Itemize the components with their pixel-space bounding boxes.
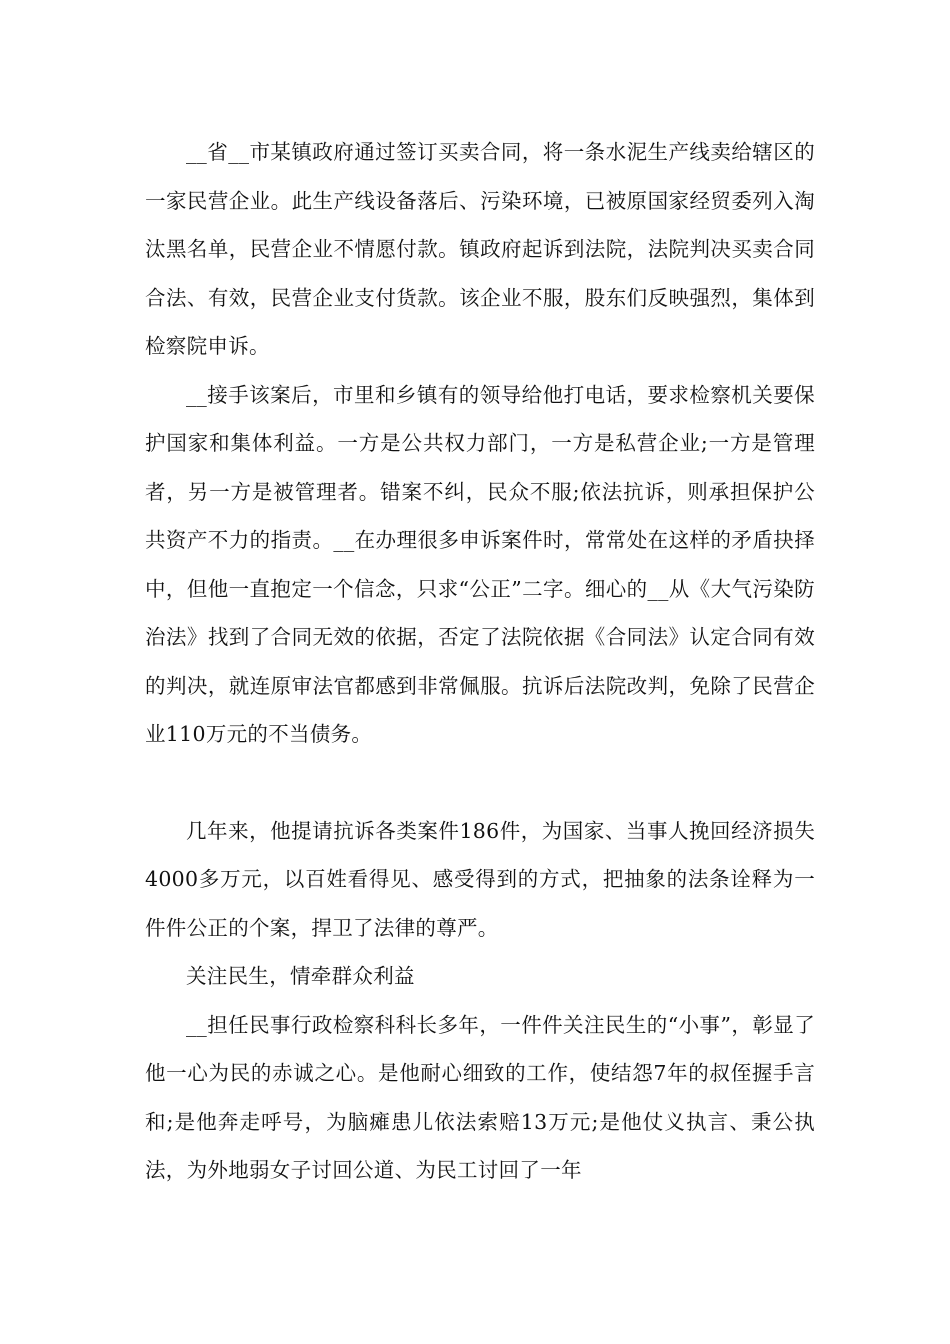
paragraph-appeal-decision: __接手该案后，市里和乡镇有的领导给他打电话，要求检察机关要保护国家和集体利益。一方是公共权力部门，一方是私营企业;一方是管理者，另一方是被管理者。错案不纠，民众不服;依法抗诉，则承担保护公共资产不力的指责。__在办理很多申诉案件时，常常处在这样的矛盾抉择中，但他一直抱定一个信念，只求“公正”二字。细心的__从《大气污染防治法》找到了合同无效的依据，否定了法院依据《合同法》认定合同有效的判决，就连原审法官都感到非常佩服。抗诉后法院改判，免除了民营企业110万元的不当债务。 [145, 382, 815, 746]
section-heading-livelihood: 关注民生，情牵群众利益 [186, 964, 415, 988]
paragraph-cement-line-case: __省__市某镇政府通过签订买卖合同，将一条水泥生产线卖给辖区的一家民营企业。此生产线设备落后、污染环境，已被原国家经贸委列入淘汰黑名单，民营企业不情愿付款。镇政府起诉到法院，法院判决买卖合同合法、有效，民营企业支付货款。该企业不服，股东们反映强烈，集体到检察院申诉。 [145, 140, 815, 358]
paragraph-livelihood-cases: __担任民事行政检察科科长多年，一件件关注民生的“小事”，彰显了他一心为民的赤诚之心。是他耐心细致的工作，使结怨7年的叔侄握手言和;是他奔走呼号，为脑瘫患儿依法索赔13万元;是他仗义执言、秉公执法，为外地弱女子讨回公道、为民工讨回了一年 [145, 1012, 815, 1182]
paragraph-achievements: 几年来，他提请抗诉各类案件186件，为国家、当事人挽回经济损失4000多万元，以百姓看得见、感受得到的方式，把抽象的法条诠释为一件件公正的个案，捍卫了法律的尊严。 [145, 818, 815, 940]
document-page [145, 128, 815, 1195]
